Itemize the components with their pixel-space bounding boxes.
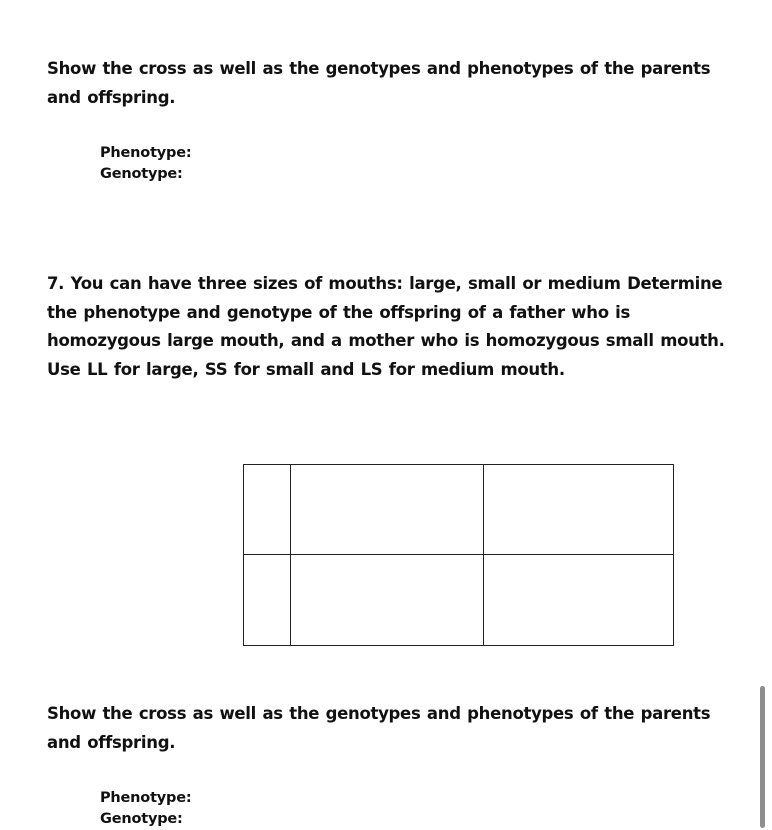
cross-instruction-2: Show the cross as well as the genotypes and phenotypes of the parents and offspring.: [47, 704, 711, 752]
punnett-cell-1-1: [291, 465, 483, 554]
punnett-header-cell-bottom: [244, 555, 290, 644]
punnett-cell-2-1: [291, 555, 483, 644]
punnett-cell-1-2: [484, 465, 672, 554]
phenotype-label-1: Phenotype:: [100, 145, 192, 161]
punnett-header-cell-top: [244, 465, 290, 554]
genotype-label-2: Genotype:: [100, 811, 183, 827]
punnett-cell-2-2: [484, 555, 672, 644]
punnett-square: [243, 464, 674, 646]
genotype-label-1: Genotype:: [100, 166, 183, 182]
phenotype-label-2: Phenotype:: [100, 790, 192, 806]
cross-instruction-1: Show the cross as well as the genotypes and phenotypes of the parents and offspring.: [47, 59, 711, 107]
question-7-text: 7. You can have three sizes of mouths: large, small or medium Determine the phenotype and genotype of the offspring of a father who is homozygous large mouth, and a mother who is homozygous small mouth. Use LL for large, SS for small and LS for medium mouth.: [47, 274, 725, 379]
vertical-scrollbar[interactable]: [760, 686, 765, 828]
